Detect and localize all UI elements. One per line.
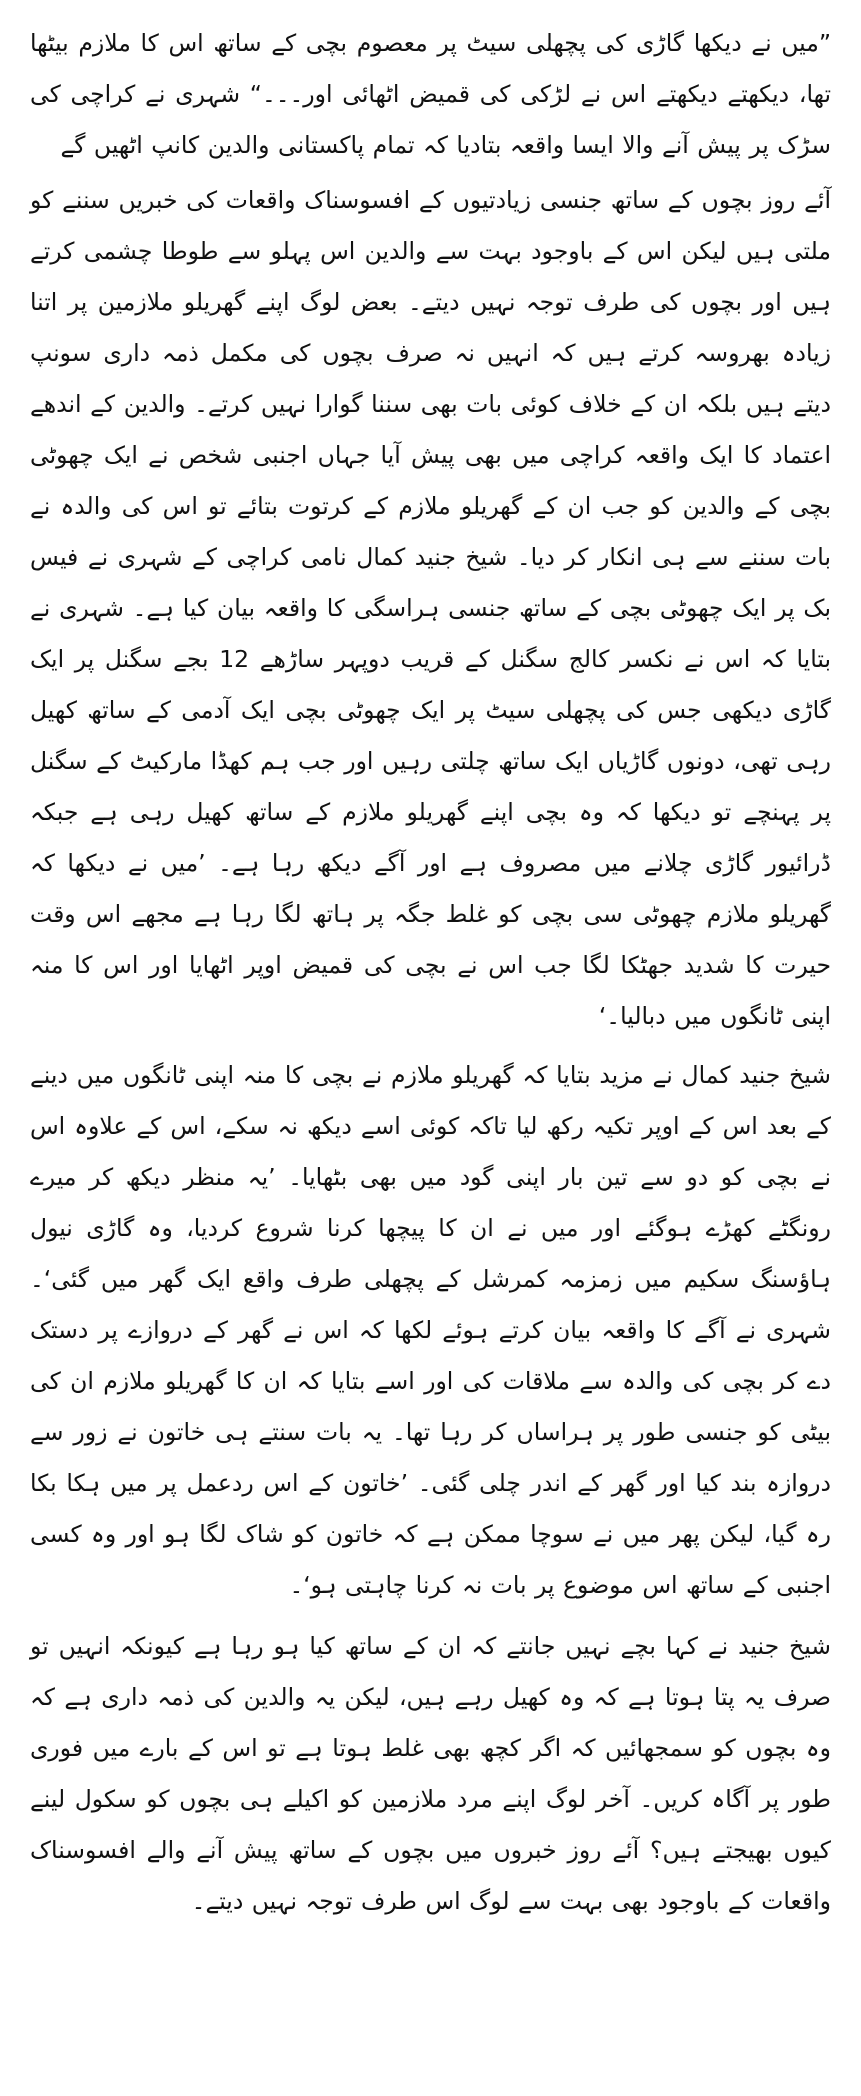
article-headline: ”میں نے دیکھا گاڑی کی پچھلی سیٹ پر معصوم بچی کے ساتھ اس کا ملازم بیٹھا تھا، دیکھتے دیکھتے اس نے لڑکی کی قمیض اٹھائی اور۔۔۔“ شہری نے کراچی کی سڑک پر پیش آنے والا ایسا واقعہ بتادیا کہ تمام پاکستانی والدین کانپ اٹھیں گے	[30, 29, 831, 159]
article-paragraph-1: آئے روز بچوں کے ساتھ جنسی زیادتیوں کے افسوسناک واقعات کی خبریں سننے کو ملتی ہیں لیکن اس کے باوجود بہت سے والدین اس پہلو سے طوطا چشمی کرتے ہیں اور بچوں کی طرف توجہ نہیں دیتے۔ بعض لوگ اپنے گھریلو ملازمین پر اتنا زیادہ بھروسہ کرتے ہیں کہ انہیں نہ صرف بچوں کی مکمل ذمہ داری سونپ دیتے ہیں بلکہ ان کے خلاف کوئی بات بھی سننا گوارا نہیں کرتے۔ والدین کے اندھے اعتماد کا ایک واقعہ کراچی میں بھی پیش آیا جہاں اجنبی شخص نے ایک چھوٹی بچی کے والدین کو جب ان کے گھریلو ملازم کے کرتوت بتائے تو اس کی والدہ نے بات سننے سے ہی انکار کر دیا۔ شیخ جنید کمال نامی کراچی کے شہری نے فیس بک پر ایک چھوٹی بچی کے ساتھ جنسی ہراسگی کا واقعہ بیان کیا ہے۔ شہری نے بتایا کہ اس نے نکسر کالج سگنل کے قریب دوپہر ساڑھے 12 بجے سگنل پر ایک گاڑی دیکھی جس کی پچھلی سیٹ پر ایک چھوٹی بچی ایک آدمی کے ساتھ کھیل رہی تھی، دونوں گاڑیاں ایک ساتھ چلتی رہیں اور جب ہم کھڈا مارکیٹ کے سگنل پر پہنچے تو دیکھا کہ وہ بچی اپنے گھریلو ملازم کے ساتھ کھیل رہی ہے جبکہ ڈرائیور گاڑی چلانے میں مصروف ہے اور آگے دیکھ رہا ہے۔ ’میں نے دیکھا کہ گھریلو ملازم چھوٹی سی بچی کو غلط جگہ پر ہاتھ لگا رہا ہے مجھے اس وقت حیرت کا شدید جھٹکا لگا جب اس نے بچی کی قمیض اوپر اٹھایا اور اس کا منہ اپنی ٹانگوں میں دبالیا۔‘	[30, 186, 831, 1030]
article-paragraph-2: شیخ جنید کمال نے مزید بتایا کہ گھریلو ملازم نے بچی کا منہ اپنی ٹانگوں میں دینے کے بعد اس کے اوپر تکیہ رکھ لیا تاکہ کوئی اسے دیکھ نہ سکے، اس کے علاوہ اس نے بچی کو دو سے تین بار اپنی گود میں بھی بٹھایا۔ ’یہ منظر دیکھ کر میرے رونگٹے کھڑے ہوگئے اور میں نے ان کا پیچھا کرنا شروع کردیا، وہ گاڑی نیول ہاﺅسنگ سکیم میں زمزمہ کمرشل کے پچھلی طرف واقع ایک گھر میں گئی‘۔ شہری نے آگے کا واقعہ بیان کرتے ہوئے لکھا کہ اس نے گھر کے دروازے پر دستک دے کر بچی کی والدہ سے ملاقات کی اور اسے بتایا کہ ان کا گھریلو ملازم ان کی بیٹی کو جنسی طور پر ہراساں کر رہا تھا۔ یہ بات سنتے ہی خاتون نے زور سے دروازہ بند کیا اور گھر کے اندر چلی گئی۔ ’خاتون کے اس ردعمل پر میں ہکا بکا رہ گیا، لیکن پھر میں نے سوچا ممکن ہے کہ خاتون کو شاک لگا ہو اور وہ کسی اجنبی کے ساتھ اس موضوع پر بات نہ کرنا چاہتی ہو‘۔	[30, 1061, 831, 1599]
article-paragraph-3: شیخ جنید نے کہا بچے نہیں جانتے کہ ان کے ساتھ کیا ہو رہا ہے کیونکہ انہیں تو صرف یہ پتا ہوتا ہے کہ وہ کھیل رہے ہیں، لیکن یہ والدین کی ذمہ داری ہے کہ وہ بچوں کو سمجھائیں کہ اگر کچھ بھی غلط ہوتا ہے تو اس کے بارے میں فوری طور پر آگاہ کریں۔ آخر لوگ اپنے مرد ملازمین کو اکیلے ہی بچوں کو سکول لینے کیوں بھیجتے ہیں؟ آئے روز خبروں میں بچوں کے ساتھ پیش آنے والے افسوسناک واقعات کے باوجود بھی بہت سے لوگ اس طرف توجہ نہیں دیتے۔	[30, 1632, 831, 1915]
